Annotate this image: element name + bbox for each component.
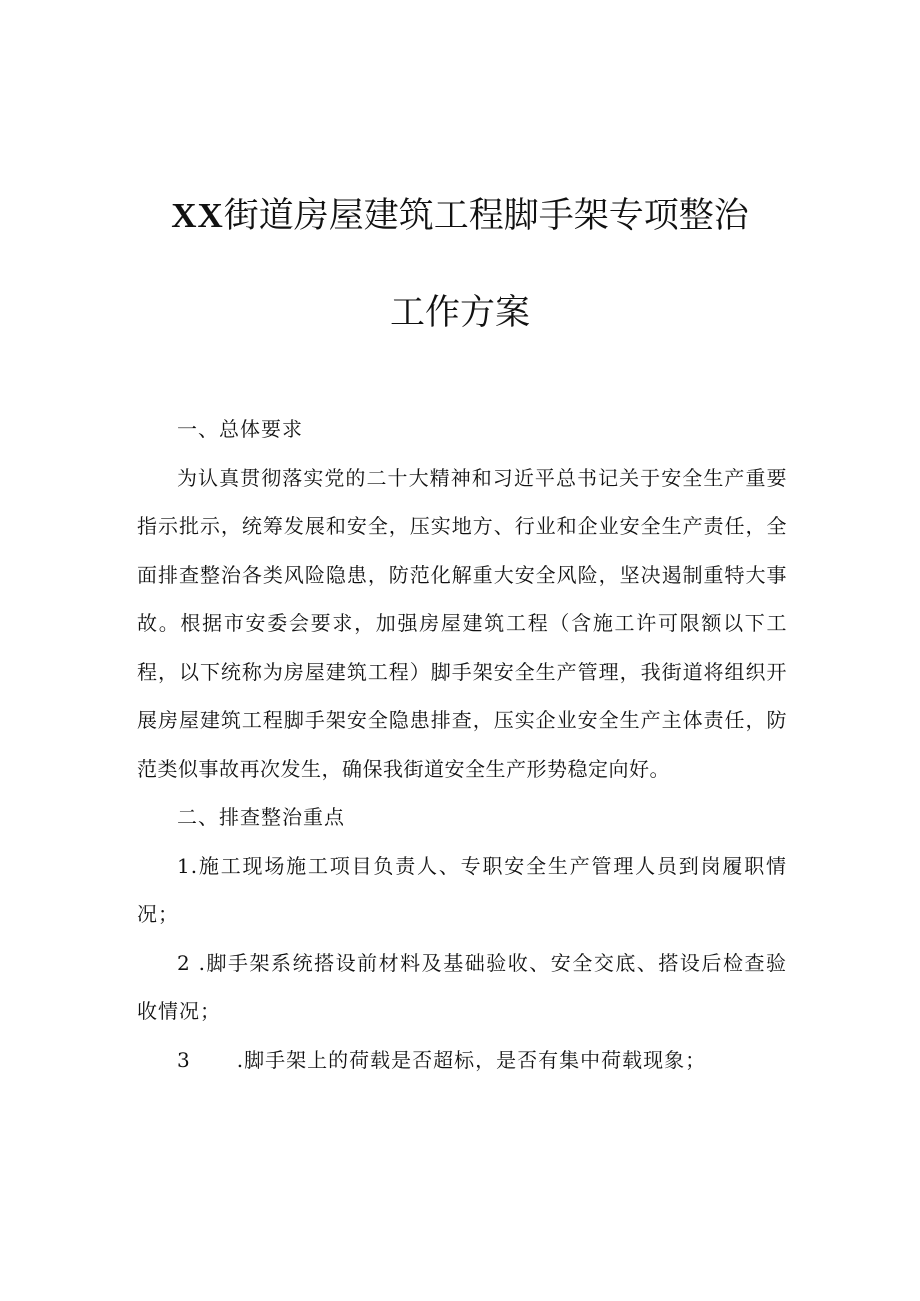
section-1-paragraph: 为认真贯彻落实党的二十大精神和习近平总书记关于安全生产重要指示批示，统筹发展和安全，压实地方、行业和企业安全生产责任，全面排查整治各类风险隐患，防范化解重大安全风险，坚决遏制重特大事故。根据市安委会要求，加强房屋建筑工程（含施工许可限额以下工程，以下统称为房屋建筑工程）脚手架安全生产管理，我街道将组织开展房屋建筑工程脚手架安全隐患排查，压实企业安全生产主体责任，防范类似事故再次发生，确保我街道安全生产形势稳定向好。 — [137, 465, 787, 781]
section-1-heading: 一、总体要求 — [177, 417, 303, 441]
document-body — [137, 405, 787, 1084]
list-item-3-number: 3 — [177, 1047, 191, 1072]
list-item-2-text: 脚手架系统搭设前材料及基础验收、安全交底、搭设后检查验收情况； — [137, 950, 787, 1023]
title-line-1-text: 街道房屋建筑工程脚手架专项整治 — [223, 196, 749, 236]
list-item-2 — [137, 939, 787, 1036]
document-title-line-2: 工作方案 — [389, 293, 530, 333]
list-item-2-number: 2 . — [177, 950, 206, 975]
list-item-1-number: 1. — [177, 853, 199, 878]
list-item-1-text: 施工现场施工项目负责人、专职安全生产管理人员到岗履职情况； — [137, 853, 787, 926]
section-2-heading: 二、排查整治重点 — [177, 805, 345, 829]
document-title-line-1 — [0, 188, 920, 238]
list-item-1 — [137, 842, 787, 939]
list-item-3 — [137, 1036, 787, 1085]
title-prefix: XX — [171, 196, 224, 235]
list-item-3-text: .脚手架上的荷载是否超标，是否有集中荷载现象； — [236, 1047, 707, 1072]
